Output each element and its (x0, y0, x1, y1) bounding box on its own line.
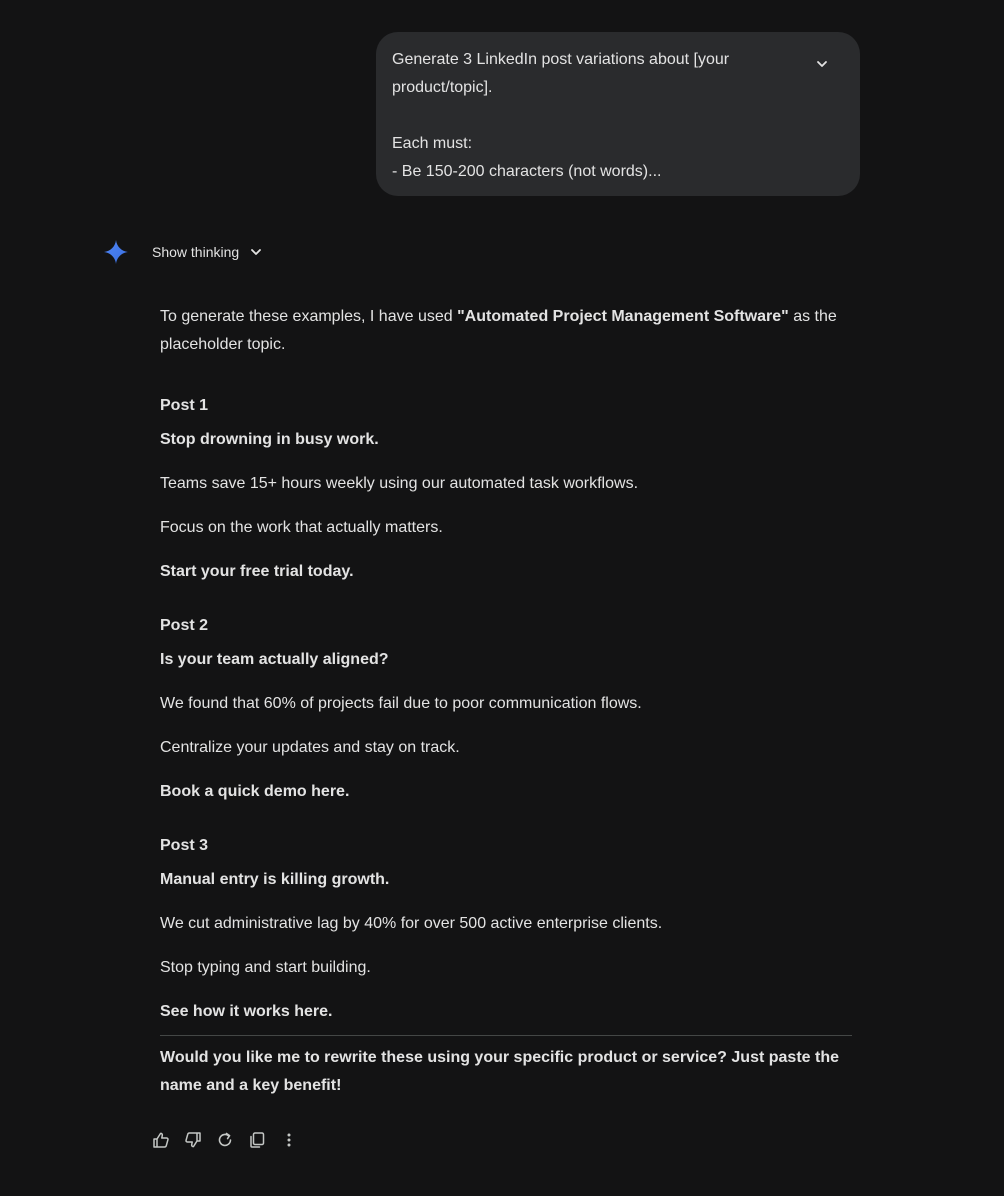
post-body: We cut administrative lag by 40% for over 500 active enterprise clients. (160, 915, 663, 932)
post-cta: See how it works here. (160, 1003, 333, 1020)
expand-prompt-button[interactable] (808, 50, 836, 78)
post-body: Teams save 15+ hours weekly using our automated task workflows. (160, 475, 639, 492)
user-prompt-line: Each must: (392, 135, 473, 152)
post-block (160, 394, 854, 584)
thumbs-up-icon (152, 1131, 170, 1149)
response-intro (160, 303, 854, 359)
regenerate-button[interactable] (214, 1128, 236, 1152)
post-body: Focus on the work that actually matters. (160, 519, 443, 536)
more-options-icon (280, 1131, 298, 1149)
post-cta: Start your free trial today. (160, 563, 354, 580)
user-prompt-bubble (376, 32, 860, 196)
followup-question: Would you like me to rewrite these using your specific product or service? Just paste the name and a key benefit! (160, 1049, 839, 1094)
post-hook: Is your team actually aligned? (160, 651, 389, 668)
show-thinking-toggle[interactable] (152, 244, 263, 260)
copy-button[interactable] (246, 1128, 268, 1152)
user-prompt-line: product/topic]. (392, 79, 493, 96)
post-hook: Manual entry is killing growth. (160, 871, 390, 888)
gemini-spark-icon (104, 240, 128, 264)
post-heading: Post 3 (160, 837, 209, 854)
regenerate-icon (216, 1131, 234, 1149)
post-block (160, 614, 854, 804)
intro-topic: "Automated Project Management Software" (457, 308, 789, 325)
post-cta: Book a quick demo here. (160, 783, 350, 800)
bad-response-button[interactable] (182, 1128, 204, 1152)
post-block (160, 834, 854, 1024)
user-prompt-line (392, 102, 792, 130)
user-prompt-line: Generate 3 LinkedIn post variations about [your (392, 51, 730, 68)
post-heading: Post 1 (160, 397, 209, 414)
post-body: We found that 60% of projects fail due to poor communication flows. (160, 695, 642, 712)
show-thinking-label: Show thinking (152, 244, 240, 260)
model-response (160, 303, 854, 1024)
copy-icon (248, 1131, 266, 1149)
chevron-down-icon (249, 245, 263, 259)
user-prompt-line: - Be 150-200 characters (not words)... (392, 163, 662, 180)
good-response-button[interactable] (150, 1128, 172, 1152)
post-hook: Stop drowning in busy work. (160, 431, 379, 448)
response-divider (160, 1035, 852, 1036)
thumbs-down-icon (184, 1131, 202, 1149)
user-prompt-text (392, 46, 792, 186)
intro-text: To generate these examples, I have used (160, 308, 458, 325)
thinking-row (104, 238, 263, 266)
post-heading: Post 2 (160, 617, 209, 634)
post-body: Centralize your updates and stay on track. (160, 739, 460, 756)
post-body: Stop typing and start building. (160, 959, 371, 976)
more-options-button[interactable] (278, 1128, 300, 1152)
response-action-bar (150, 1128, 310, 1152)
intro-text-end: as the placeholder topic. (160, 308, 837, 353)
chevron-down-icon (815, 57, 829, 71)
